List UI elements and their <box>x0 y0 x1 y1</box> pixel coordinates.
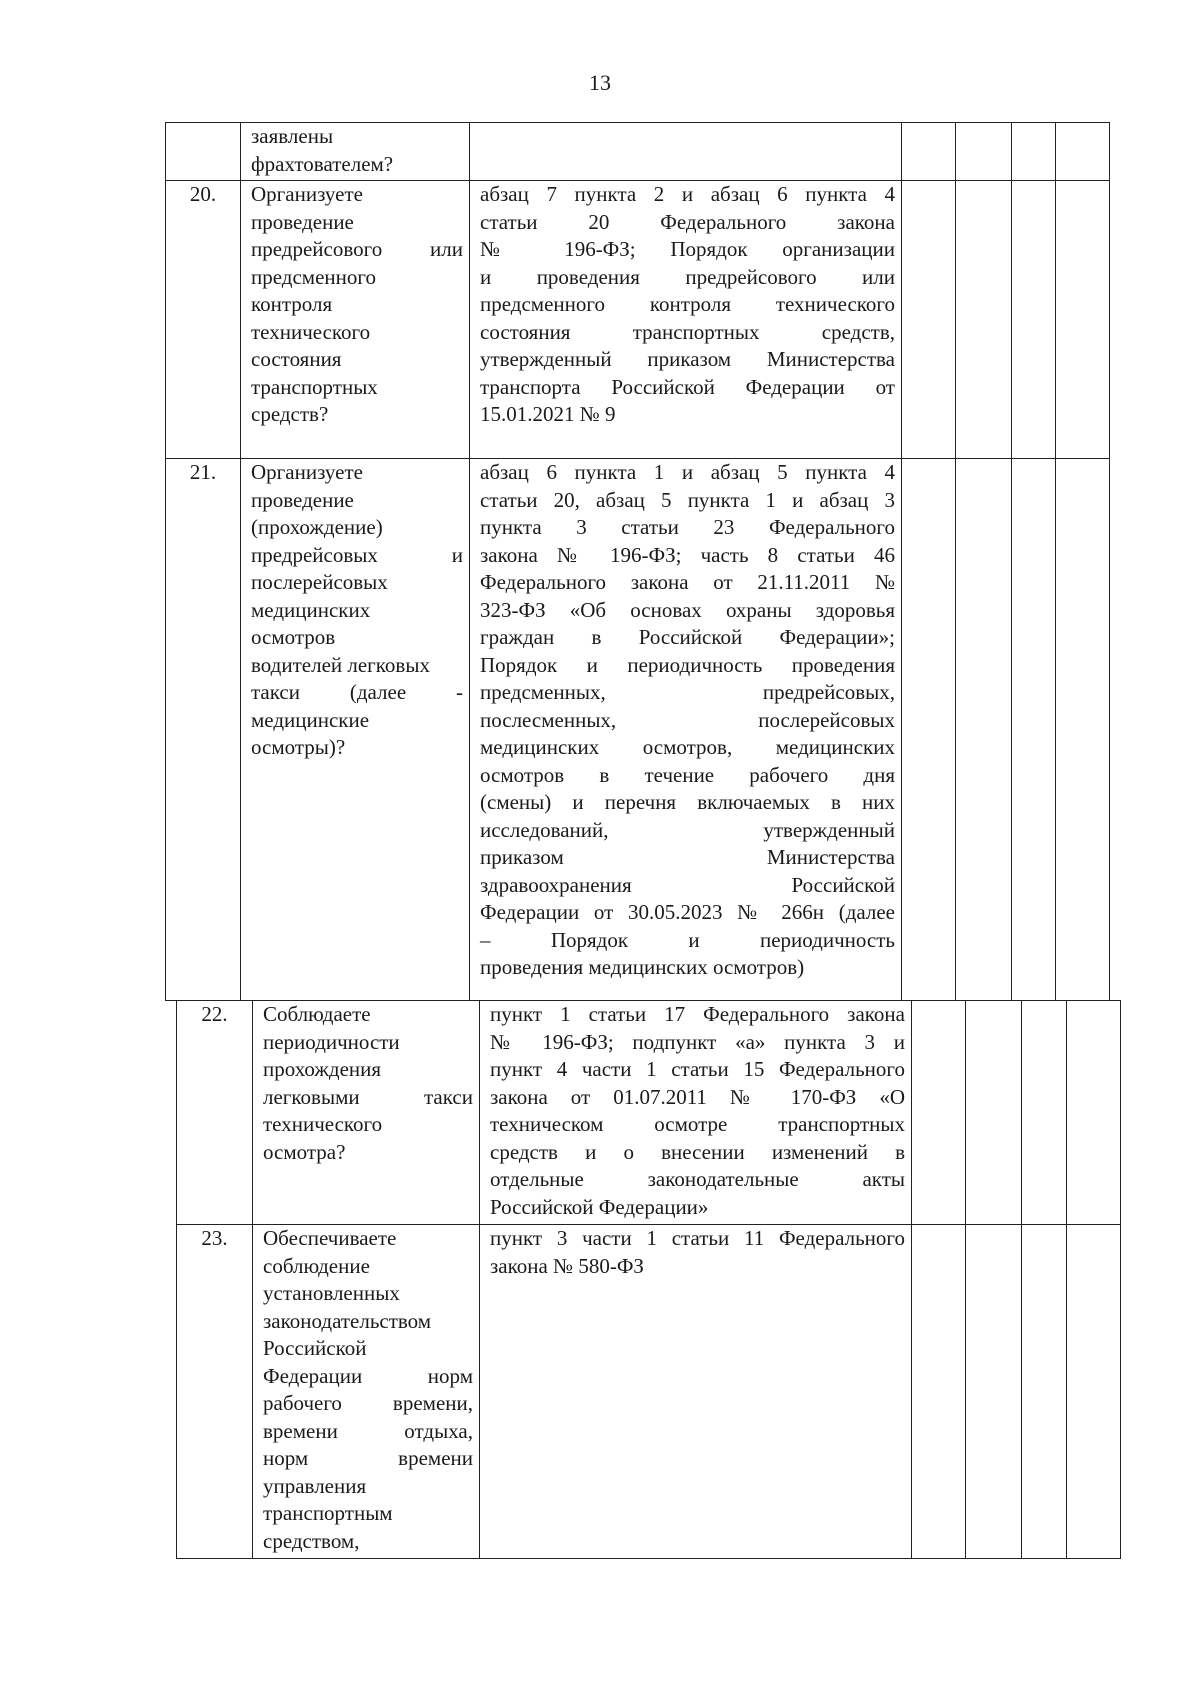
basis-line: закона № 580-ФЗ <box>490 1253 644 1278</box>
question-line: заявлены <box>251 124 334 148</box>
answer-yes-cell[interactable] <box>902 459 956 1001</box>
question-line: средством, <box>263 1528 360 1553</box>
answer-no-cell[interactable] <box>966 1225 1022 1559</box>
answer-na-cell[interactable] <box>1012 459 1056 1001</box>
question-line: Организуете <box>251 460 363 484</box>
basis-line: закона № 196-ФЗ; часть 8 статьи 46 <box>480 542 895 567</box>
answer-no-cell[interactable] <box>966 1001 1022 1225</box>
question-line: периодичности <box>263 1029 400 1054</box>
question-line: медицинские <box>251 707 370 732</box>
question-line: технического <box>263 1112 383 1136</box>
question-line: соблюдение <box>263 1253 370 1278</box>
question-line: осмотры)? <box>251 735 346 759</box>
note-cell[interactable] <box>1056 459 1110 1001</box>
question-line: транспортным <box>263 1501 393 1525</box>
question-line: медицинских <box>251 597 371 622</box>
question-line: управления <box>263 1473 367 1498</box>
basis-line: предсменных, предрейсовых, <box>480 680 895 704</box>
question-line: фрахтователем? <box>251 151 394 176</box>
answer-na-cell[interactable] <box>1022 1001 1067 1225</box>
basis-line: № 196-ФЗ; подпункт «а» пункта 3 и <box>490 1029 905 1054</box>
basis-line: (смены) и перечня включаемых в них <box>480 790 895 814</box>
basis-line: осмотров в течение рабочего дня <box>480 762 895 787</box>
question-line: предрейсового или <box>251 237 463 261</box>
basis-line: абзац 6 пункта 1 и абзац 5 пункта 4 <box>480 460 895 484</box>
question-line: такси (далее - <box>251 680 463 704</box>
table-row <box>177 1001 1121 1225</box>
basis-line: абзац 7 пункта 2 и абзац 6 пункта 4 <box>480 182 895 206</box>
basis-line: № 196-ФЗ; Порядок организации <box>480 237 895 261</box>
basis-line: закона от 01.07.2011 № 170-ФЗ «О <box>490 1084 905 1109</box>
question-line: средств? <box>251 402 329 426</box>
basis-line: техническом осмотре транспортных <box>490 1112 905 1136</box>
question-line: предрейсовых и <box>251 542 463 567</box>
answer-na-cell[interactable] <box>1022 1225 1067 1559</box>
question-line: норм времени <box>263 1446 473 1470</box>
question-cell <box>241 181 470 459</box>
question-line: Федерации норм <box>263 1363 473 1388</box>
legal-basis-cell <box>480 1225 912 1559</box>
question-line: легковыми такси <box>263 1084 473 1109</box>
question-line: рабочего времени, <box>263 1391 473 1415</box>
basis-line: пункт 1 статьи 17 Федерального закона <box>490 1002 905 1026</box>
basis-line: исследований, утвержденный <box>480 817 895 842</box>
question-line: предсменного <box>251 264 376 289</box>
row-number: 23. <box>177 1225 253 1559</box>
answer-yes-cell[interactable] <box>912 1225 966 1559</box>
basis-line: и проведения предрейсового или <box>480 264 895 289</box>
answer-na-cell[interactable] <box>1012 123 1056 181</box>
legal-basis-cell <box>470 181 902 459</box>
basis-line: Федерации от 30.05.2023 № 266н (далее <box>480 900 895 924</box>
question-line: осмотров <box>251 625 336 649</box>
question-line: законодательством <box>263 1308 432 1333</box>
basis-line: отдельные законодательные акты <box>490 1167 905 1191</box>
answer-yes-cell[interactable] <box>902 181 956 459</box>
question-cell <box>241 123 470 181</box>
question-cell <box>253 1225 480 1559</box>
basis-line: проведения медицинских осмотров) <box>480 955 805 979</box>
legal-basis-cell <box>470 123 902 181</box>
basis-line: Российской Федерации» <box>490 1194 709 1219</box>
row-number <box>166 123 241 181</box>
question-line: осмотра? <box>263 1139 346 1164</box>
checklist-table-bottom <box>176 1000 1121 1559</box>
table-row <box>166 123 1110 181</box>
basis-line: пункта 3 статьи 23 Федерального <box>480 515 895 539</box>
row-number: 21. <box>166 459 241 1001</box>
question-line: времени отдыха, <box>263 1418 473 1443</box>
answer-no-cell[interactable] <box>956 123 1012 181</box>
question-cell <box>241 459 470 1001</box>
question-line: Соблюдаете <box>263 1002 371 1026</box>
question-line: Организуете <box>251 182 363 206</box>
question-line: состояния <box>251 347 342 371</box>
basis-line: медицинских осмотров, медицинских <box>480 735 895 759</box>
question-line: транспортных <box>251 374 378 399</box>
table-row <box>166 181 1110 459</box>
question-line: (прохождение) <box>251 515 383 539</box>
question-line: послерейсовых <box>251 570 388 594</box>
question-line: водителей легковых <box>251 652 430 677</box>
row-number: 20. <box>166 181 241 459</box>
question-line: контроля <box>251 292 333 316</box>
basis-line: 323-ФЗ «Об основах охраны здоровья <box>480 597 895 622</box>
page-number: 13 <box>589 70 611 95</box>
basis-line: пункт 3 части 1 статьи 11 Федерального <box>490 1226 905 1250</box>
note-cell[interactable] <box>1067 1001 1121 1225</box>
basis-line: послесменных, послерейсовых <box>480 707 895 732</box>
note-cell[interactable] <box>1056 181 1110 459</box>
question-line: Российской <box>263 1336 367 1360</box>
basis-line: состояния транспортных средств, <box>480 319 895 344</box>
basis-line: транспорта Российской Федерации от <box>480 374 895 399</box>
basis-line: статьи 20, абзац 5 пункта 1 и абзац 3 <box>480 487 895 512</box>
basis-line: пункт 4 части 1 статьи 15 Федерального <box>490 1057 905 1081</box>
basis-line: Порядок и периодичность проведения <box>480 652 895 677</box>
basis-line: здравоохранения Российской <box>480 872 895 897</box>
answer-no-cell[interactable] <box>956 181 1012 459</box>
basis-line: граждан в Российской Федерации»; <box>480 625 895 649</box>
answer-no-cell[interactable] <box>956 459 1012 1001</box>
note-cell[interactable] <box>1067 1225 1121 1559</box>
basis-line: статьи 20 Федерального закона <box>480 209 895 234</box>
question-line: установленных <box>263 1281 400 1305</box>
question-cell <box>253 1001 480 1225</box>
basis-line: приказом Министерства <box>480 845 895 869</box>
basis-line: – Порядок и периодичность <box>480 927 895 952</box>
legal-basis-cell <box>470 459 902 1001</box>
table-row <box>166 459 1110 1001</box>
note-cell[interactable] <box>1056 123 1110 181</box>
answer-yes-cell[interactable] <box>912 1001 966 1225</box>
basis-line: средств и о внесении изменений в <box>490 1139 905 1164</box>
legal-basis-cell <box>480 1001 912 1225</box>
answer-yes-cell[interactable] <box>902 123 956 181</box>
basis-line: утвержденный приказом Министерства <box>480 347 895 371</box>
answer-na-cell[interactable] <box>1012 181 1056 459</box>
basis-line: 15.01.2021 № 9 <box>480 402 616 426</box>
basis-line: предсменного контроля технического <box>480 292 895 316</box>
question-line: технического <box>251 319 371 344</box>
checklist-table-top <box>165 122 1110 1001</box>
basis-line: Федерального закона от 21.11.2011 № <box>480 570 895 594</box>
question-line: проведение <box>251 209 354 234</box>
table-row <box>177 1225 1121 1559</box>
question-line: Обеспечиваете <box>263 1226 397 1250</box>
question-line: проведение <box>251 487 354 512</box>
question-line: прохождения <box>263 1057 382 1081</box>
row-number: 22. <box>177 1001 253 1225</box>
